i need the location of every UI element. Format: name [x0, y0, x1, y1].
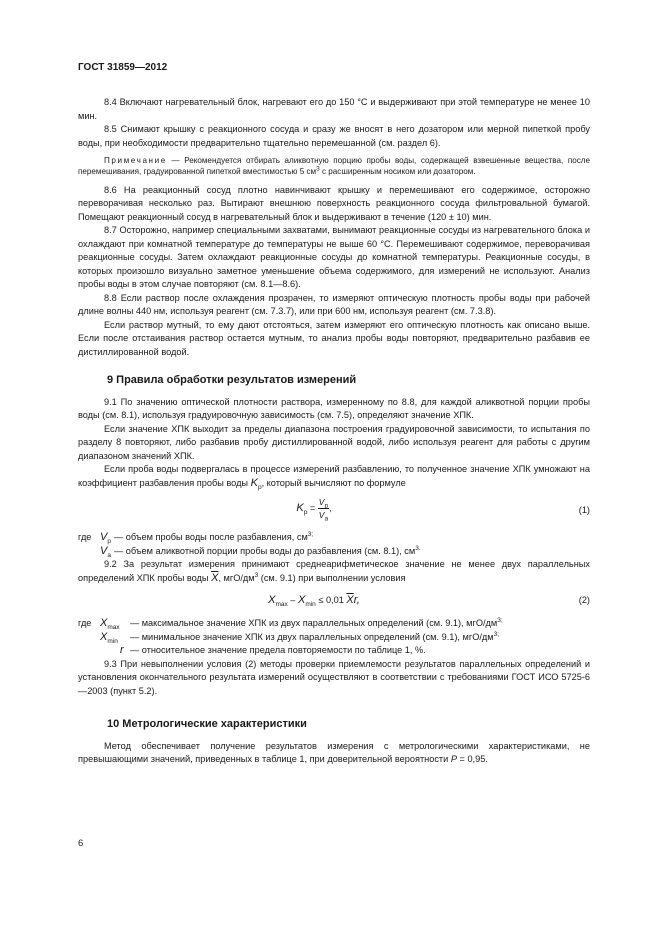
paragraph-8-8: 8.8 Если раствор после охлаждения прозрачен, то измеряют оптическую плотность пробы воды при рабочей длине волны 440 нм, используя реагент (см. 7.3.7), или при 600 нм, используя реагент (см. 7.3.8). — [78, 292, 590, 317]
f1-den-sub: a — [324, 515, 329, 523]
where-row-xmax — [78, 617, 590, 631]
paragraph-8-6: 8.6 На реакционный сосуд плотно навинчивают крышку и перемешивают его содержимое, осторожно переворачивая несколько раз. Вытирают внешнюю поверхность реакционного сосуда фильтровальной бумагой. Помещают реакционный сосуд в нагревательный блок и выдерживают в течение (120 ± 10) мин. — [78, 184, 590, 222]
where-vp-text-wrap — [114, 531, 313, 545]
f1-den-sym: V — [318, 510, 325, 521]
where-vp-symbol: V — [100, 531, 108, 544]
where-va-text: — объем аликвотной порции пробы воды до разбавления (см. 8.1), см — [114, 545, 416, 556]
where-xmax-text-wrap — [130, 617, 503, 631]
where-xmax-symbol: X — [100, 617, 108, 630]
f2-xmin-sub: min — [305, 600, 316, 608]
f2-rest: ≤ 0,01 — [315, 595, 347, 606]
where-va-sup: 3. — [415, 544, 421, 552]
where-row-r — [78, 644, 590, 658]
document-header: ГОСТ 31859—2012 — [78, 62, 168, 73]
kp-symbol: K — [250, 476, 258, 489]
where-vp-text: — объем пробы воды после разбавления, см — [114, 532, 308, 543]
paragraph-9-3: 9.3 При невыполнении условия (2) методы проверки приемлемости результатов параллельных определений и установления окончательного результата измерений осуществляют в соответствии с требованиями ГОСТ ИСО 5725-6—2003 (пункт 5.2). — [78, 658, 590, 696]
where-xmin-symbol: X — [100, 630, 108, 643]
p10-text-a: Метод обеспечивает получение результатов измерения с метрологическими характеристиками, не превышающими значений, приведенных в таблице 1, при доверительной вероятности — [78, 740, 590, 765]
formula-2 — [78, 589, 590, 611]
intro-text-a: Если проба воды подвергалась в процессе измерений разбавлению, то полученное значение ХПК умножают на коэффициент разбавления пробы воды — [78, 464, 590, 488]
p92-sup: 3 — [254, 571, 259, 579]
where-xmin-sup: 3; — [493, 630, 499, 638]
where-row-xmin — [78, 631, 590, 645]
where-row-vp — [78, 531, 590, 545]
where-va-symbol: V — [100, 544, 108, 557]
p92-text-b: , мгО/дм — [218, 572, 255, 583]
where-row-va — [78, 545, 590, 559]
where-vp-sup: 3; — [307, 531, 314, 539]
where-block-2 — [78, 617, 590, 658]
paragraph-9-1: 9.1 По значению оптической плотности раствора, измеренному по 8.8, для каждой аликвотной порции пробы воды (см. 8.1), используя градуировочную зависимость (см. 7.5), определяют значение ХПК. — [78, 396, 590, 421]
p92-text-a: 9.2 За результат измерения принимают среднеарифметическое значение не менее двух параллельных определений ХПК пробы воды — [78, 559, 590, 583]
formula-1 — [78, 492, 590, 528]
where-xmin-symbol-wrap — [100, 631, 118, 645]
document-body — [78, 96, 590, 767]
where-lead-2: где — [78, 618, 92, 629]
f1-num-sub: p — [324, 502, 329, 510]
f1-kp-symbol: K — [296, 502, 304, 515]
f1-denominator — [318, 509, 329, 521]
paragraph-9-1-formula-intro — [78, 463, 590, 490]
f2-r: r, — [353, 594, 360, 607]
page-number: 6 — [78, 838, 84, 849]
where-xmax-symbol-wrap — [100, 617, 120, 631]
f1-kp-subscript: p — [303, 508, 308, 516]
paragraph-8-4: 8.4 Включают нагревательный блок, нагревают его до 150 °С и выдерживают при этой температуре не менее 10 мин. — [78, 97, 590, 121]
f1-comma: , — [329, 503, 332, 514]
f1-numerator — [318, 496, 329, 509]
paragraph-9-2 — [78, 558, 590, 585]
where-va-sub: a — [107, 551, 111, 559]
where-va-text-wrap — [114, 545, 421, 559]
f2-xmax-sym: X — [268, 594, 276, 607]
where-r-sym: r — [120, 644, 124, 657]
p10-text-b: = 0,95. — [456, 754, 488, 765]
paragraph-8-5: 8.5 Снимают крышку с реакционного сосуда и сразу же вносят в него дозатором или мерной пипеткой пробу воды, при необходимости предварительно тщательно перемешанной (см. раздел 6). — [78, 124, 590, 148]
f1-fraction — [318, 496, 329, 521]
formula-1-number: (1) — [578, 505, 590, 516]
where-xmax-text: — максимальное значение ХПК из двух параллельных определений (см. 9.1), мгО/дм — [130, 618, 498, 629]
where-xmin-text-wrap — [130, 631, 499, 645]
section-9-heading: 9 Правила обработки результатов измерений — [107, 374, 357, 387]
p10-p-symbol: P — [450, 754, 457, 765]
kp-subscript: p — [257, 483, 262, 491]
where-r-symbol — [120, 644, 124, 658]
where-vp-symbol-wrap — [100, 531, 111, 545]
paragraph-8-7: 8.7 Осторожно, например специальными захватами, вынимают реакционные сосуды из нагревательного блока и охлаждают при комнатной температуре до температуры не выше 60 °С. Перемешивают содержимое, переворачивая реакционные сосуды. Затем охлаждают реакционные сосуды до комнатной температуры. Реакционные сосуды, в которых произошло визуально заметное уменьшение объема содержимого, для измерений не используют. Анализ пробы воды в этом случае повторяют (см. 8.1—8.6). — [78, 225, 590, 290]
paragraph-8-8-cont: Если раствор мутный, то ему дают отстояться, затем измеряют его оптическую плотность как описано выше. Если после отстаивания раствор остается мутным, то анализ пробы воды повторяют, предварительно разбавив ее дистиллированной водой. — [78, 319, 590, 357]
f2-xbar: $\overline{X}$ — [346, 594, 354, 607]
where-xmin-text: — минимальное значение ХПК из двух параллельных определений (см. 9.1), мгО/дм — [130, 631, 494, 642]
where-va-symbol-wrap — [100, 545, 111, 559]
f1-equals: = — [307, 503, 318, 514]
formula-1-expression — [78, 496, 550, 521]
note-sup: 3 — [316, 165, 320, 173]
note-text-a: — Рекомендуется отбирать аликвотную порцию пробы воды, содержащей взвешенные вещества, после перемешивания, градуированной пипеткой вместимостью 5 см — [78, 156, 590, 177]
section-10-heading: 10 Метрологические характеристики — [107, 718, 307, 731]
p92-text-c: (см. 9.1) при выполнении условия — [258, 572, 406, 583]
f2-minus: – — [287, 595, 298, 606]
f2-xmin-sym: X — [297, 594, 306, 607]
formula-2-expression — [78, 594, 550, 608]
where-vp-sub: p — [107, 537, 111, 545]
f2-xmax-sub: max — [275, 600, 288, 608]
f1-num-sym: V — [318, 497, 325, 508]
note-label: Примечание — [104, 156, 167, 165]
formula-2-number: (2) — [578, 595, 590, 606]
where-block-1 — [78, 531, 590, 558]
where-lead: где — [78, 532, 92, 543]
where-xmax-sup: 3; — [497, 617, 503, 625]
where-xmin-sub: min — [107, 637, 118, 645]
note — [78, 155, 590, 178]
intro-text-b: , который вычисляют по формуле — [261, 477, 406, 488]
where-xmax-sub: max — [107, 623, 120, 631]
p92-xbar: $\overline{X}$ — [211, 571, 219, 584]
where-r-text: — относительное значение предела повторяемости по таблице 1, %. — [130, 645, 426, 656]
paragraph-9-1-cont: Если значение ХПК выходит за пределы диапазона построения градуировочной зависимости, то испытания по разделу 8 повторяют, либо разбавив пробу дистиллированной водой, либо используя реагент для работы с другим диапазоном значений ХПК. — [78, 423, 590, 461]
paragraph-10 — [78, 740, 590, 767]
note-text-b: с расширенным носиком или дозатором. — [319, 167, 476, 177]
